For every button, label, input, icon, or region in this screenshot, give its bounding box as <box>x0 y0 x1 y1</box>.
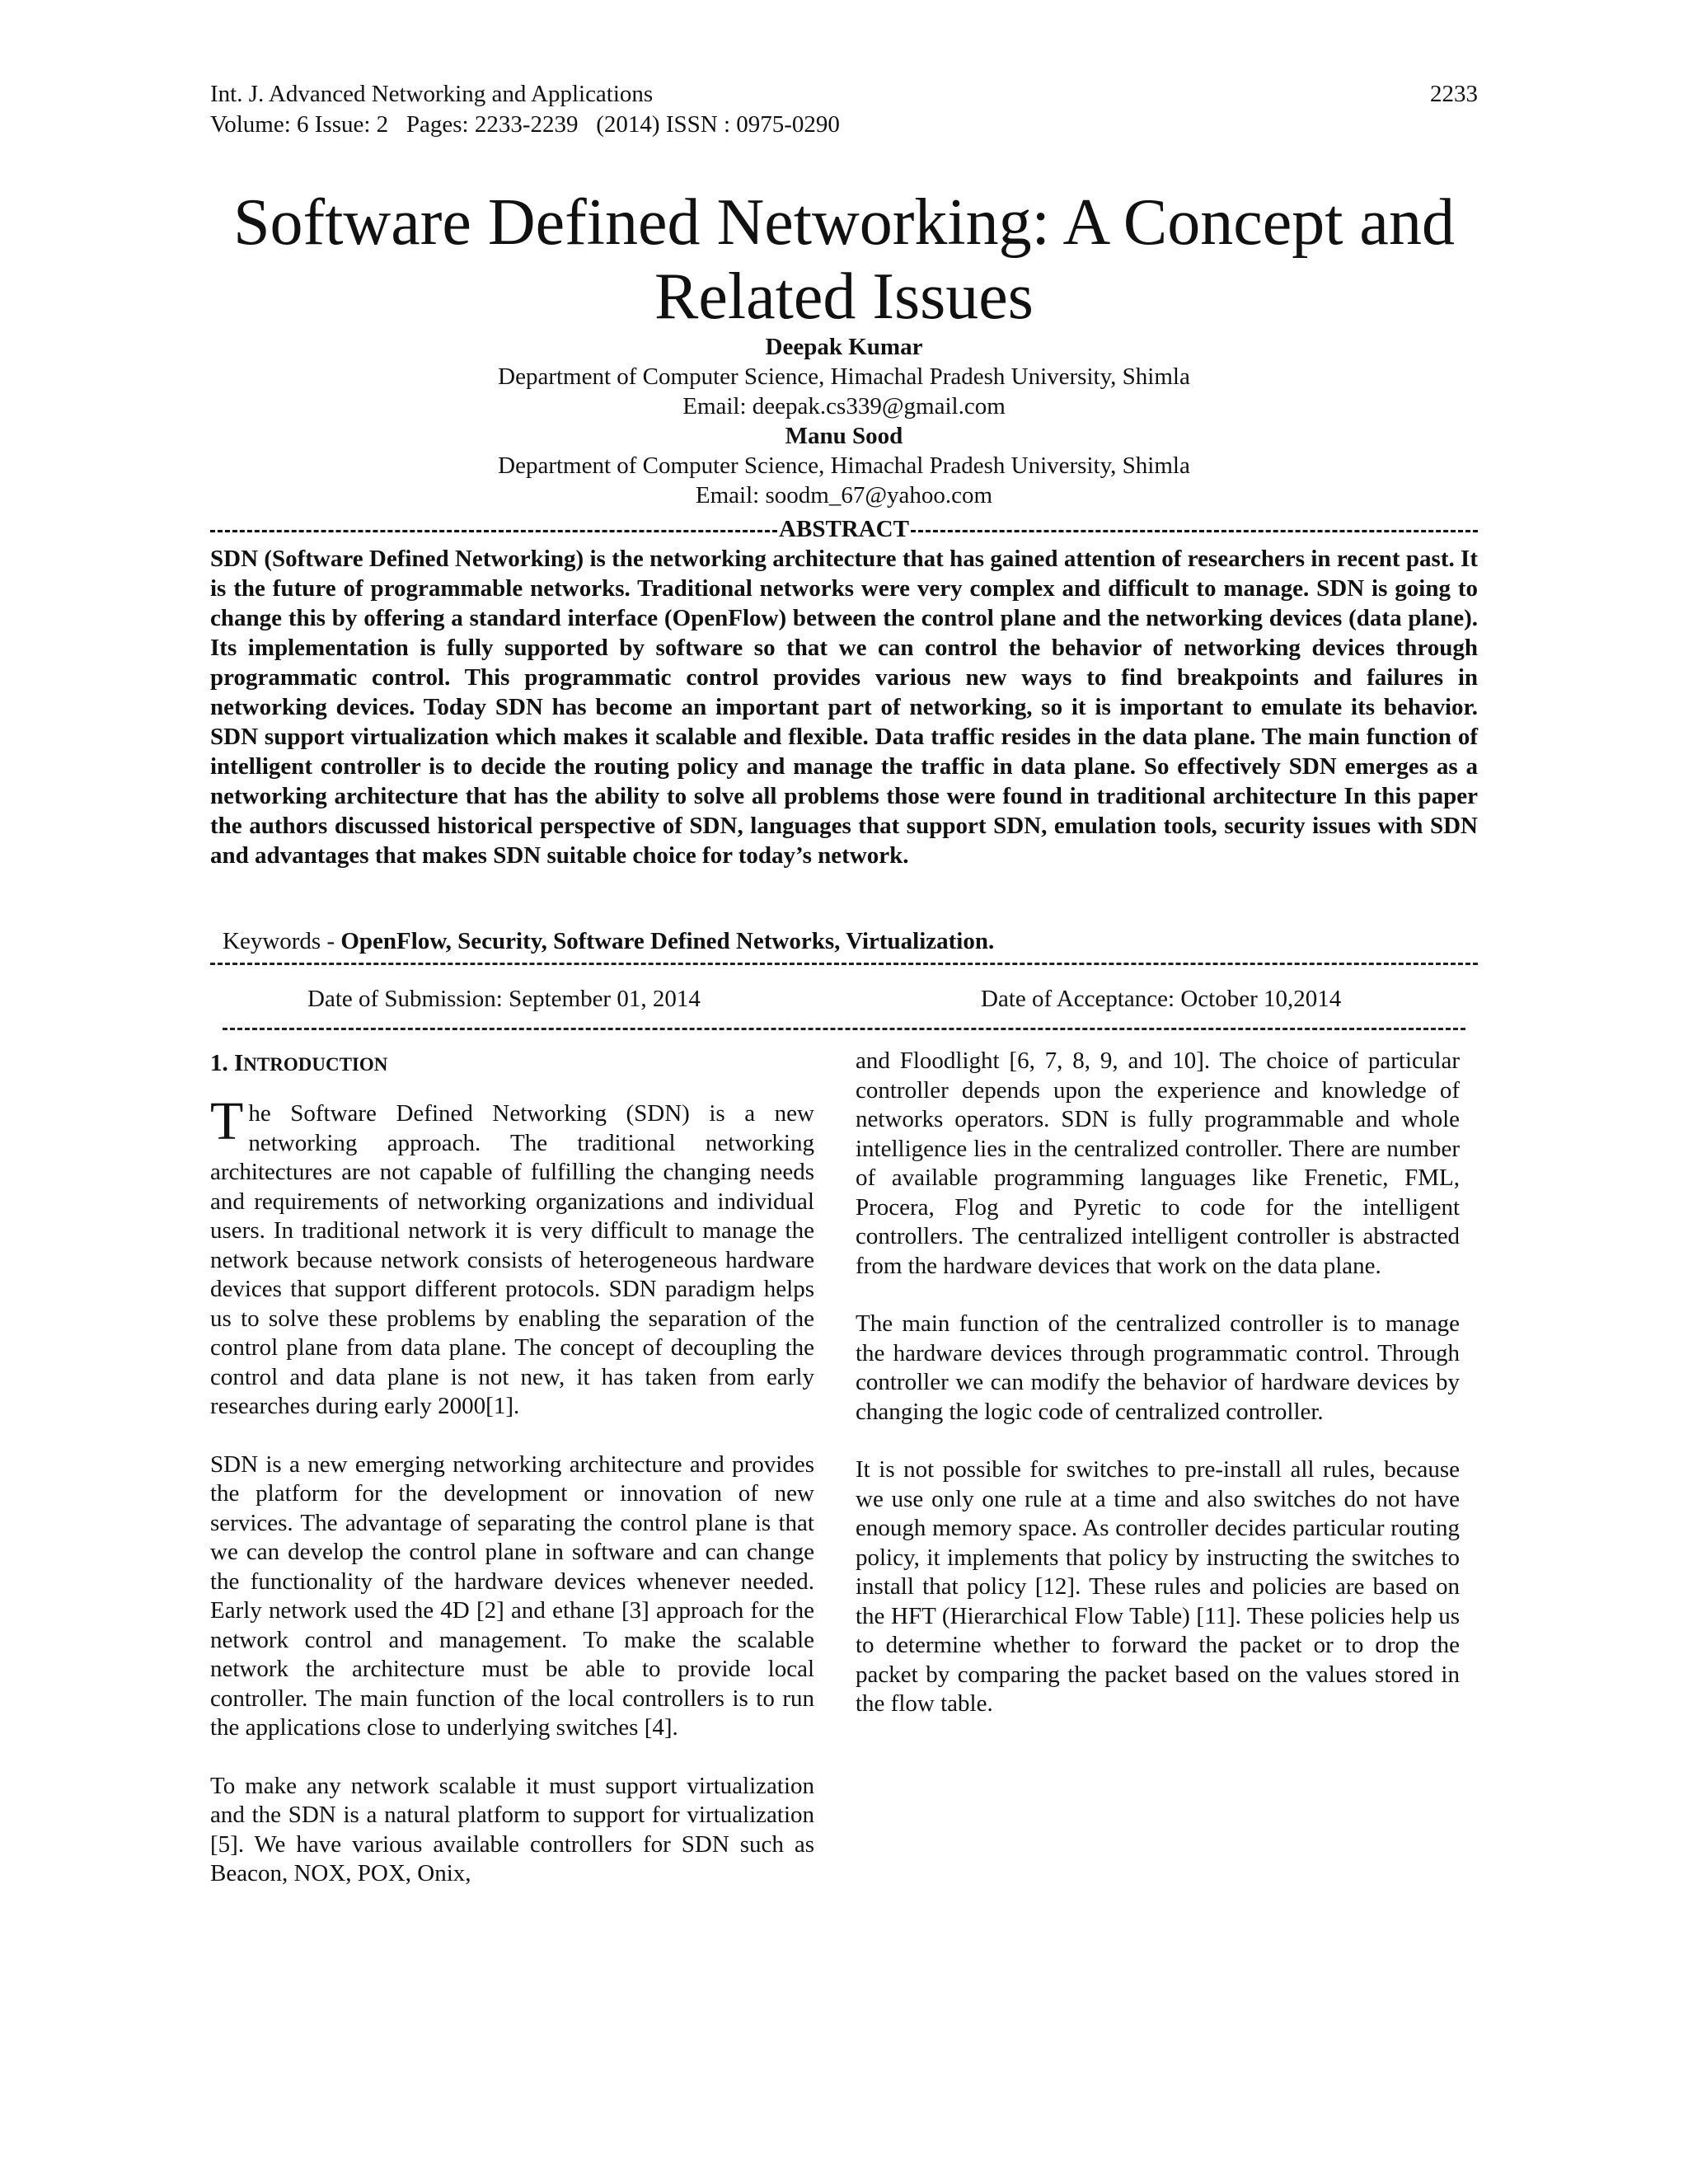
author-email: Email: soodm_67@yahoo.com <box>695 482 993 509</box>
paragraph-text: he Software Defined Networking (SDN) is a new networking approach. The traditional networking architectures are not capable of fulfilling the changing needs and requirements of networking organizations and individual users. In traditional network it is very difficult to manage the network because network consists of heterogeneous hardware devices that support different protocols. SDN paradigm helps us to solve these problems by enabling the separation of the control plane from data plane. The concept of decoupling the control and data plane is not new, it has taken from early researches during early 2000[1]. <box>210 1100 814 1419</box>
drop-cap: T <box>210 1091 244 1151</box>
journal-name: Int. J. Advanced Networking and Applications <box>210 81 654 107</box>
dashed-divider <box>223 1028 1465 1030</box>
abstract-label: ABSTRACT <box>779 515 909 542</box>
dashed-divider <box>911 530 1478 532</box>
paragraph: To make any network scalable it must support virtualization and the SDN is a natural platform to support for virtualization [5]. We have various available controllers for SDN such as Beacon, NOX, POX, Onix, <box>210 1772 814 1886</box>
keywords-value: OpenFlow, Security, Software Defined Networks, Virtualization. <box>340 928 995 954</box>
author-name: Deepak Kumar <box>765 334 923 360</box>
title-line-2: Related Issues <box>654 260 1034 333</box>
keywords-line <box>223 926 1475 956</box>
title-line-1: Software Defined Networking: A Concept and <box>233 186 1455 259</box>
acceptance-date: Date of Acceptance: October 10,2014 <box>981 986 1342 1012</box>
section-title: NTRODUCTION <box>243 1054 388 1075</box>
paragraph <box>210 1091 814 1422</box>
dashed-divider <box>210 530 777 532</box>
paragraph: and Floodlight [6, 7, 8, 9, and 10]. The choice of particular controller depends upon the experience and knowledge of networks operators. SDN is fully programmable and whole intelligence lies in the centralized controller. There are number of available programming languages like Frenetic, FML, Procera, Flog and Pyretic to code for the intelligent controllers. The centralized intelligent controller is abstracted from the hardware devices that work on the data plane. <box>856 1047 1460 1279</box>
volume-info: Volume: 6 Issue: 2 Pages: 2233-2239 (2014) ISSN : 0975-0290 <box>210 111 840 138</box>
author-block <box>210 332 1478 510</box>
author-affiliation: Department of Computer Science, Himachal Pradesh University, Shimla <box>498 452 1190 479</box>
section-number: 1. I <box>210 1050 244 1076</box>
abstract-heading <box>210 514 1478 544</box>
paragraph: It is not possible for switches to pre-install all rules, because we use only one rule at a time and also switches do not have enough memory space. As controller decides particular routing policy, it implements that policy by instructing the switches to install that policy [12]. These rules and policies are based on the HFT (Hierarchical Flow Table) [11]. These policies help us to determine whether to forward the packet or to drop the packet by comparing the packet based on the values stored in the flow table. <box>856 1456 1460 1717</box>
left-column <box>210 1047 814 1918</box>
author-name: Manu Sood <box>785 423 903 449</box>
running-header <box>210 79 1478 140</box>
right-column <box>856 1047 1460 1748</box>
page-number: 2233 <box>1430 81 1478 107</box>
paragraph: SDN is a new emerging networking architecture and provides the platform for the development or innovation of new services. The advantage of separating the control plane is that we can develop the control plane in software and can change the functionality of the hardware devices whenever needed. Early network used the 4D [2] and ethane [3] approach for the network control and management. To make the scalable network the architecture must be able to provide local controller. The main function of the local controllers is to run the applications close to underlying switches [4]. <box>210 1451 814 1741</box>
section-heading <box>210 1047 814 1081</box>
keywords-label: Keywords - <box>223 928 341 954</box>
paper-title <box>190 185 1498 334</box>
submission-date: Date of Submission: September 01, 2014 <box>307 986 701 1012</box>
author-email: Email: deepak.cs339@gmail.com <box>682 393 1006 419</box>
dashed-divider <box>210 963 1478 965</box>
paragraph: The main function of the centralized controller is to manage the hardware devices through programmatic control. Through controller we can modify the behavior of hardware devices by changing the logic code of centralized controller. <box>856 1310 1460 1425</box>
abstract-text: SDN (Software Defined Networking) is the networking architecture that has gained attention of researchers in recent past. It is the future of programmable networks. Traditional networks were very complex and difficult to manage. SDN is going to change this by offering a standard interface (OpenFlow) between the control plane and the networking devices (data plane). Its implementation is fully supported by software so that we can control the behavior of networking devices through programmatic control. This programmatic control provides various new ways to find breakpoints and failures in networking devices. Today SDN has become an important part of networking, so it is important to emulate its behavior. SDN support virtualization which makes it scalable and flexible. Data traffic resides in the data plane. The main function of intelligent controller is to decide the routing policy and manage the traffic in data plane. So effectively SDN emerges as a networking architecture that has the ability to solve all problems those were found in traditional architecture In this paper the authors discussed historical perspective of SDN, languages that support SDN, emulation tools, security issues with SDN and advantages that makes SDN suitable choice for today’s network. <box>210 546 1478 869</box>
author-affiliation: Department of Computer Science, Himachal Pradesh University, Shimla <box>498 363 1190 390</box>
